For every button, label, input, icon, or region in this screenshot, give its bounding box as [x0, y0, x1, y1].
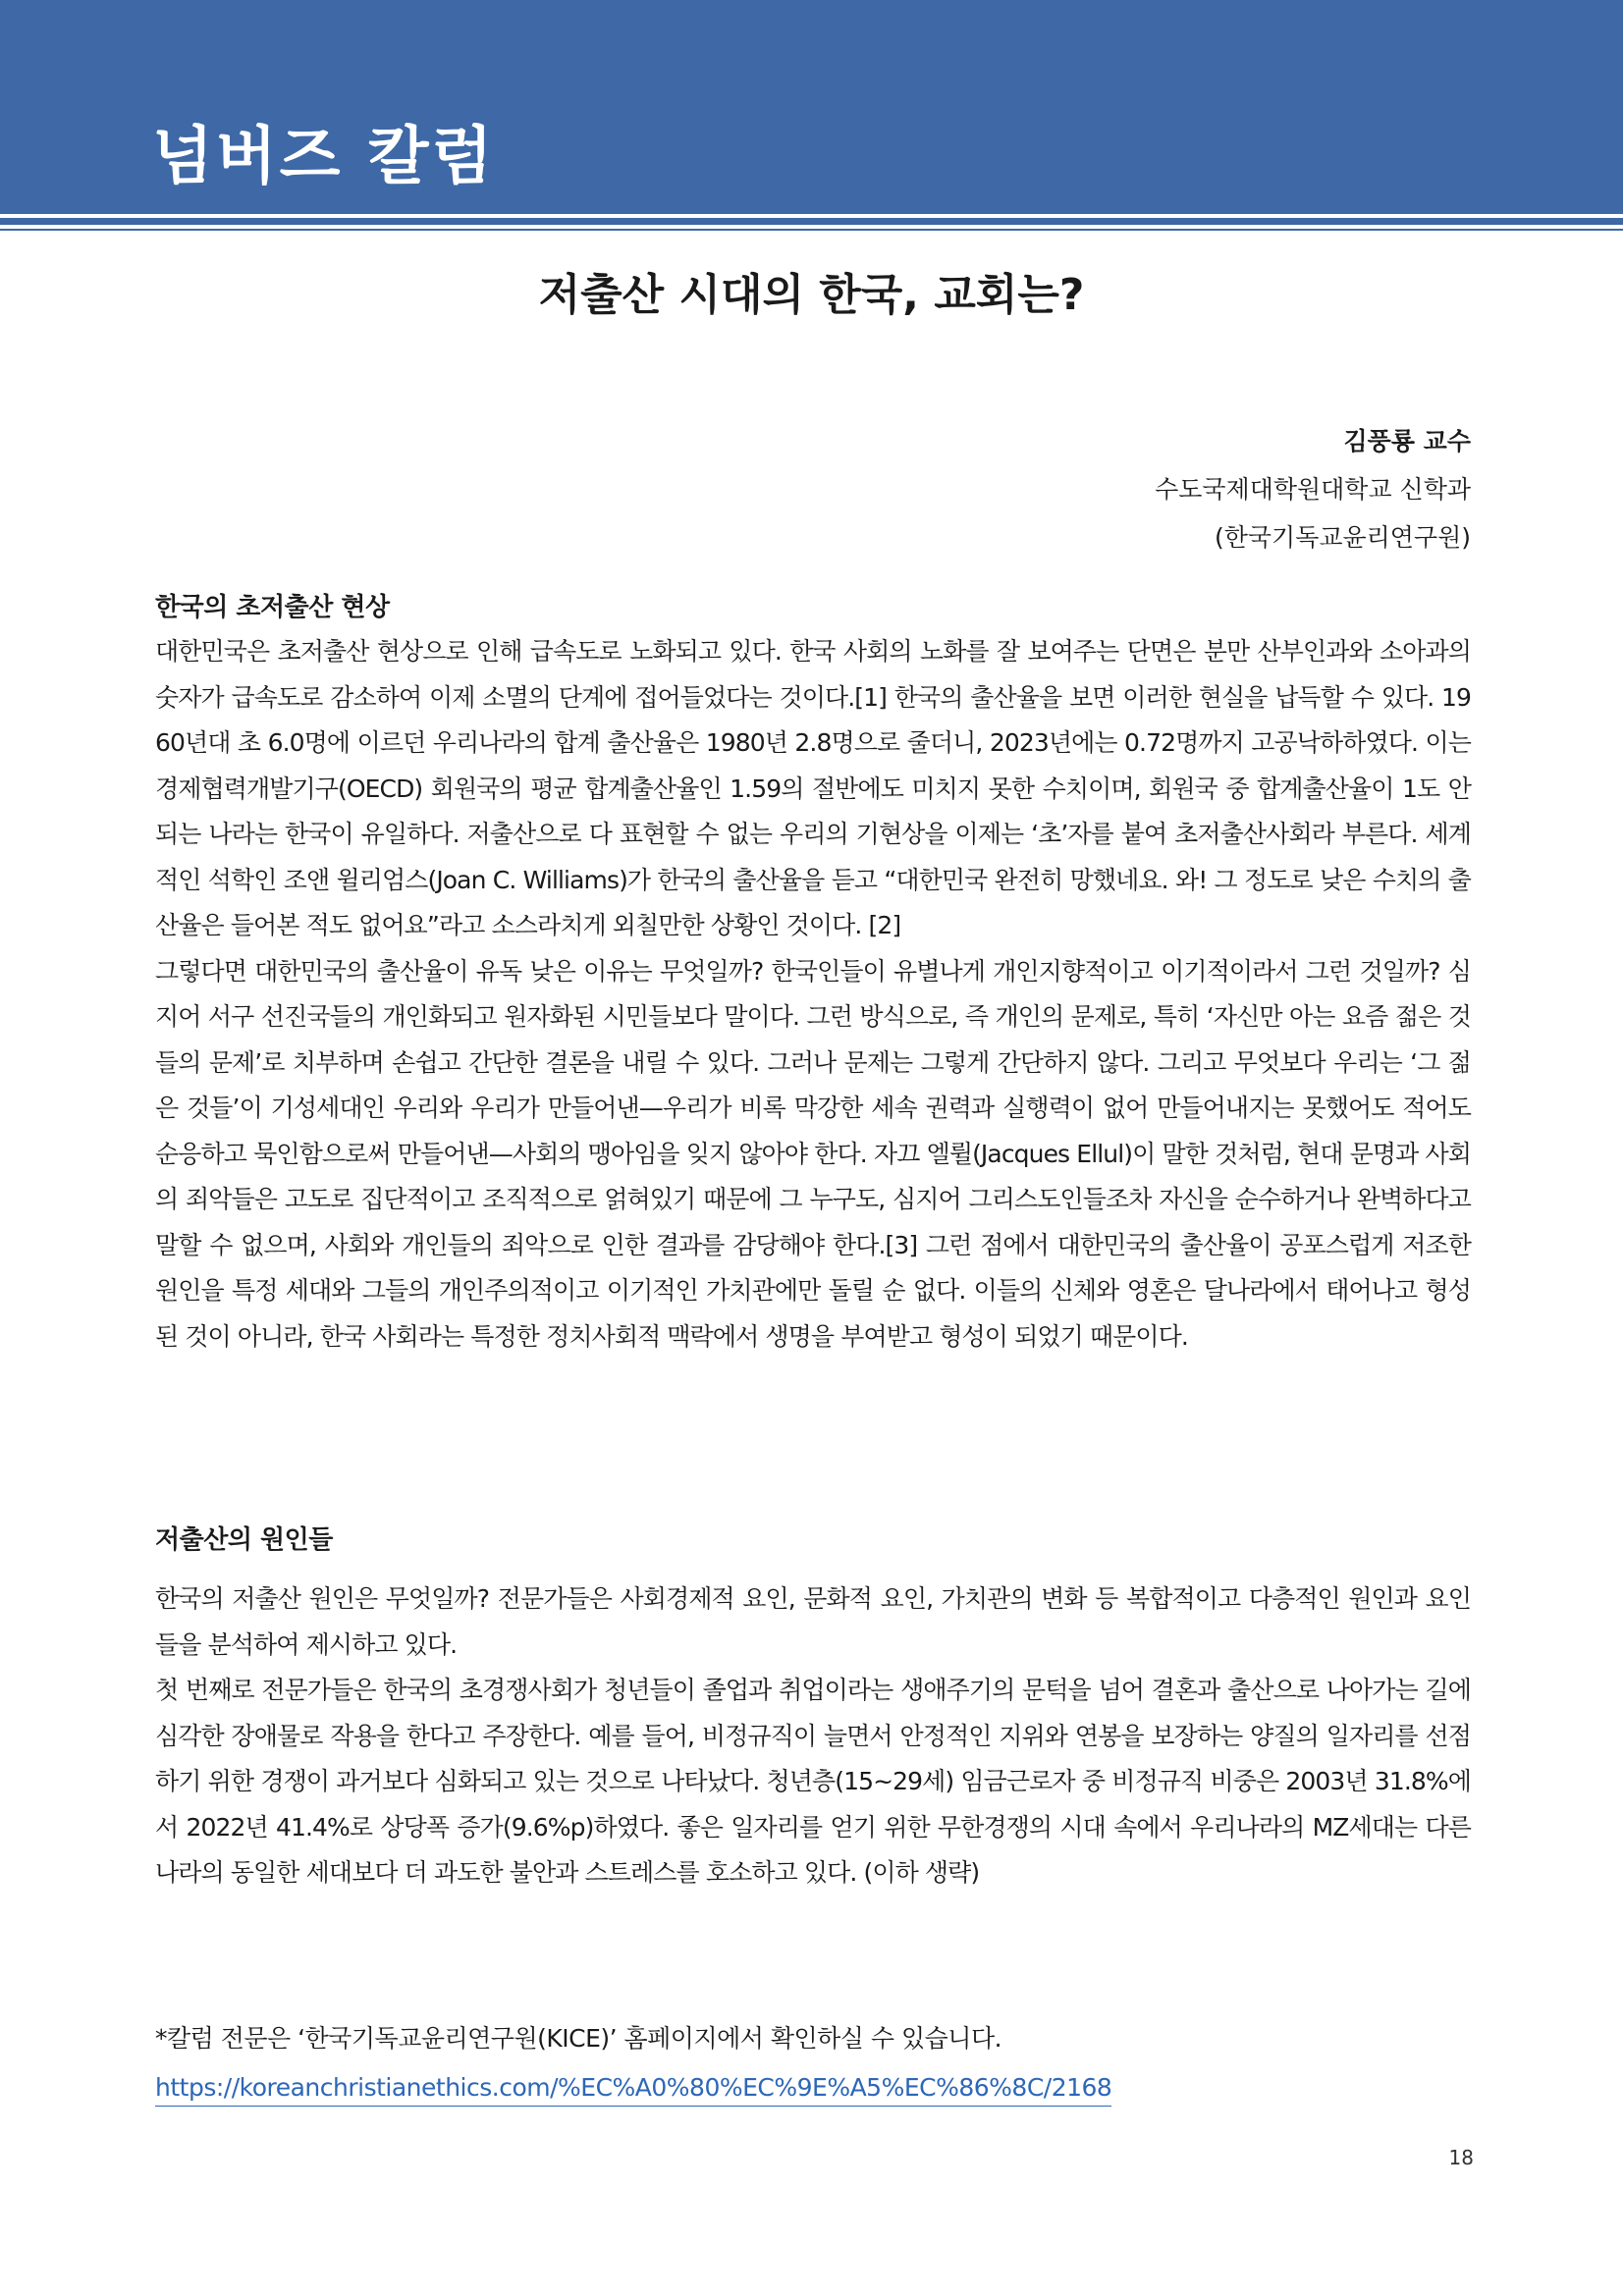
source-link[interactable]: https://koreanchristianethics.com/%EC%A0%80%EC%9E%A5%EC%86%8C/2168 — [155, 2070, 1111, 2107]
section-body — [155, 1576, 1471, 1896]
page-number: 18 — [1448, 2146, 1474, 2169]
author-byline — [1155, 417, 1471, 561]
paragraph: 첫 번째로 전문가들은 한국의 초경쟁사회가 청년들이 졸업과 취업이라는 생애주기의 문턱을 넘어 결혼과 출산으로 나아가는 길에 심각한 장애물로 작용을 한다고 주장한다. 예를 들어, 비정규직이 늘면서 안정적인 지위와 연봉을 보장하는 양질의 일자리를 선점하기 위한 경쟁이 과거보다 심화되고 있는 것으로 나타났다. 청년층(15~29세) 임금근로자 중 비정규직 비중은 2003년 31.8%에서 2022년 41.4%로 상당폭 증가(9.6%p)하였다. 좋은 일자리를 얻기 위한 무한경쟁의 시대 속에서 우리나라의 MZ세대는 다른 나라의 동일한 세대보다 더 과도한 불안과 스트레스를 호소하고 있다. (이하 생략) — [155, 1676, 1471, 1887]
section-heading: 한국의 초저출산 현상 — [155, 593, 390, 622]
section-body — [155, 629, 1471, 1360]
paragraph: 한국의 저출산 원인은 무엇일까? 전문가들은 사회경제적 요인, 문화적 요인, 가치관의 변화 등 복합적이고 다층적인 원인과 요인들을 분석하여 제시하고 있다. — [155, 1584, 1471, 1659]
column-title: 넘버즈 칼럼 — [152, 121, 496, 193]
author-name: 김풍룡 교수 — [1343, 427, 1471, 455]
header-divider-thin — [0, 229, 1623, 231]
article-title: 저출산 시대의 한국, 교회는? — [538, 270, 1085, 320]
footer-note-text: *칼럼 전문은 ‘한국기독교윤리연구원(KICE)’ 홈페이지에서 확인하실 수 있습니다. — [155, 2024, 1002, 2053]
paragraph: 그렇다면 대한민국의 출산율이 유독 낮은 이유는 무엇일까? 한국인들이 유별나게 개인지향적이고 이기적이라서 그런 것일까? 심지어 서구 선진국들의 개인화되고 원자화된 시민들보다 말이다. 그런 방식으로, 즉 개인의 문제로, 특히 ‘자신만 아는 요즘 젊은 것들의 문제’로 치부하며 손쉽고 간단한 결론을 내릴 수 있다. 그러나 문제는 그렇게 간단하지 않다. 그리고 무엇보다 우리는 ‘그 젊은 것들’이 기성세대인 우리와 우리가 만들어낸—우리가 비록 막강한 세속 권력과 실행력이 없어 만들어내지는 못했어도 적어도 순응하고 묵인함으로써 만들어낸—사회의 맹아임을 잊지 않아야 한다. 자끄 엘륄(Jacques Ellul)이 말한 것처럼, 현대 문명과 사회의 죄악들은 고도로 집단적이고 조직적으로 얽혀있기 때문에 그 누구도, 심지어 그리스도인들조차 자신을 순수하거나 완벽하다고 말할 수 없으며, 사회와 개인들의 죄악으로 인한 결과를 감당해야 한다.[3] 그런 점에서 대한민국의 출산율이 공포스럽게 저조한 원인을 특정 세대와 그들의 개인주의적이고 이기적인 가치관에만 돌릴 순 없다. 이들의 신체와 영혼은 달나라에서 태어나고 형성된 것이 아니라, 한국 사회라는 특정한 정치사회적 맥락에서 생명을 부여받고 형성이 되었기 때문이다. — [155, 956, 1471, 1351]
section-heading: 저출산의 원인들 — [155, 1525, 333, 1555]
header-divider-thick — [0, 218, 1623, 225]
author-institute: (한국기독교윤리연구원) — [1214, 523, 1471, 552]
header-band — [0, 0, 1623, 214]
footer-note — [155, 2014, 1111, 2112]
paragraph: 대한민국은 초저출산 현상으로 인해 급속도로 노화되고 있다. 한국 사회의 노화를 잘 보여주는 단면은 분만 산부인과와 소아과의 숫자가 급속도로 감소하여 이제 소멸의 단계에 접어들었다는 것이다.[1] 한국의 출산율을 보면 이러한 현실을 납득할 수 있다. 1960년대 초 6.0명에 이르던 우리나라의 합계 출산율은 1980년 2.8명으로 줄더니, 2023년에는 0.72명까지 고공낙하하였다. 이는 경제협력개발기구(OECD) 회원국의 평균 합계출산율인 1.59의 절반에도 미치지 못한 수치이며, 회원국 중 합계출산율이 1도 안 되는 나라는 한국이 유일하다. 저출산으로 다 표현할 수 없는 우리의 기현상을 이제는 ‘초’자를 붙여 초저출산사회라 부른다. 세계적인 석학인 조앤 윌리엄스(Joan C. Williams)가 한국의 출산율을 듣고 “대한민국 완전히 망했네요. 와! 그 정도로 낮은 수치의 출산율은 들어본 적도 없어요”라고 소스라치게 외칠만한 상황인 것이다. [2] — [155, 637, 1471, 939]
author-affiliation: 수도국제대학원대학교 신학과 — [1155, 475, 1471, 504]
